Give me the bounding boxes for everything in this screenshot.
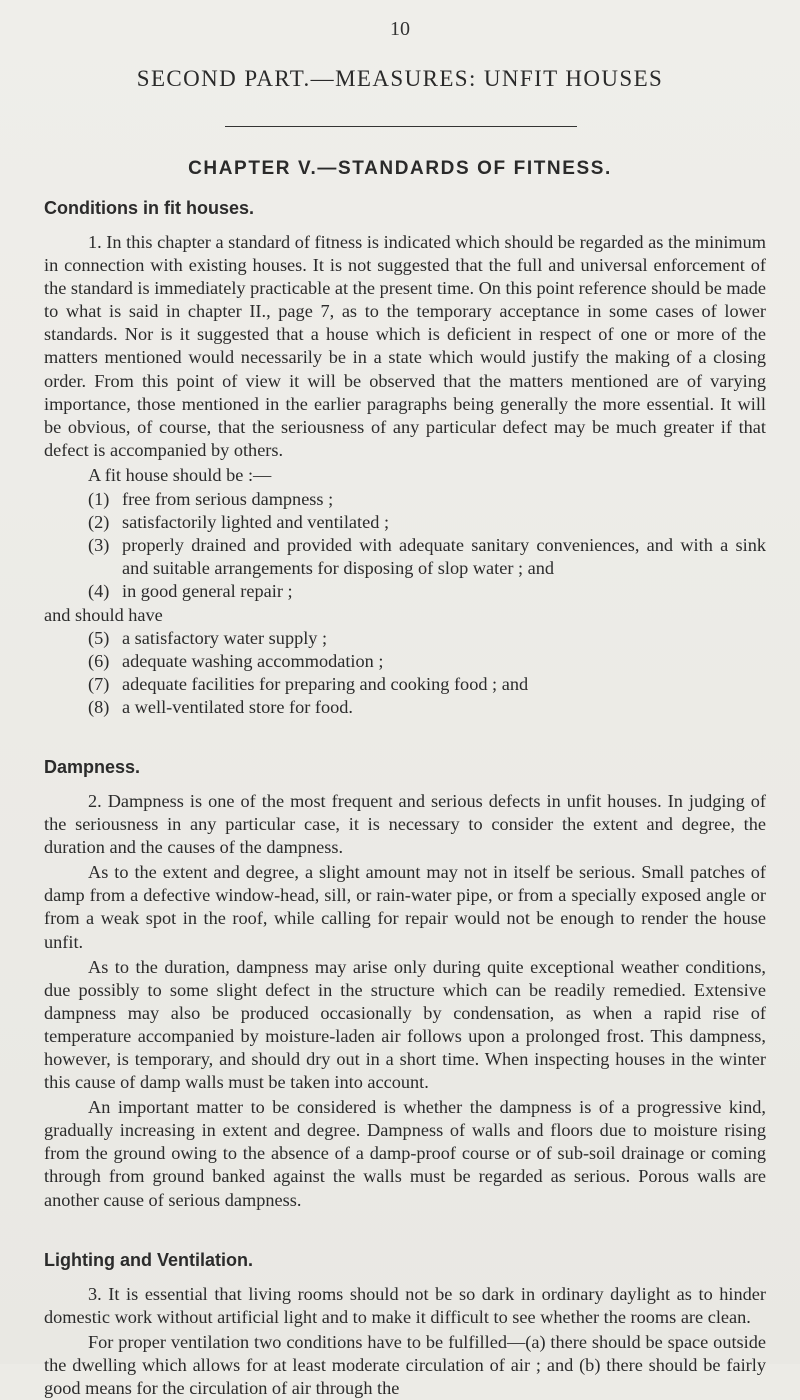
list-item [44, 627, 766, 650]
list-item-number: (8) [88, 696, 110, 717]
list-item [44, 673, 766, 696]
list-item-number: (6) [88, 650, 110, 671]
list-item-number: (1) [88, 489, 110, 510]
paragraph-progressive: An important matter to be considered is whether the dampness is of a progressive kind, gradually increasing in extent and degree. Dampness of walls and floors due to moisture rising from the ground owing to the absence of a damp-proof course or of sub-soil drainage or coming through from ground banked against the walls must be regarded as serious. Porous walls are another cause of serious dampness. [44, 1097, 766, 1210]
list-item [44, 580, 766, 603]
list-item-number: (5) [88, 627, 110, 648]
list-item-number: (2) [88, 512, 110, 533]
paragraph-3: 3. It is essential that living rooms should not be so dark in ordinary daylight as to hinder domestic work without artificial light and to make it difficult to see whether the rooms are clean. [44, 1283, 766, 1327]
requirements-list-b [44, 627, 766, 719]
title-divider [225, 126, 577, 127]
list-item-text: adequate washing accommodation ; [122, 650, 384, 671]
page-number: 10 [390, 18, 410, 40]
list-item-text: a satisfactory water supply ; [122, 627, 328, 648]
section-heading-conditions: Conditions in fit houses. [44, 198, 254, 218]
list-item [44, 511, 766, 534]
list-item-text: in good general repair ; [122, 581, 293, 602]
list-item [44, 696, 766, 719]
paragraph-ventilation: For proper ventilation two conditions have to be fulfilled—(a) there should be space outside the dwelling which allows for at least moderate circulation of air ; and (b) there should be fairly good means for the circulation of air through the [44, 1331, 766, 1399]
list-item-number: (7) [88, 673, 110, 694]
list-item-text: properly drained and provided with adequate sanitary conveniences, and with a sink and suitable arrangements for disposing of slop water ; and [122, 535, 766, 579]
list-item-text: free from serious dampness ; [122, 489, 334, 510]
list-item-number: (4) [88, 581, 110, 602]
list-item [44, 534, 766, 580]
list-item-number: (3) [88, 535, 110, 556]
list-mid-text: and should have [44, 604, 163, 625]
list-item [44, 488, 766, 511]
document-body [44, 196, 766, 1400]
part-title: SECOND PART.—MEASURES: UNFIT HOUSES [136, 66, 664, 91]
paragraph-1: 1. In this chapter a standard of fitness is indicated which should be regarded as the minimum in connection with existing houses. It is not suggested that the full and universal enforcement of the standard is immediately practicable at the present time. On this point reference should be made to what is said in chapter II., page 7, as to the temporary acceptance in some cases of lower standards. Nor is it suggested that a house which is deficient in respect of one or more of the matters mentioned would necessarily be in a state which would justify the making of a closing order. From this point of view it will be observed that the matters mentioned are of varying importance, those mentioned in the earlier paragraphs being generally the more essential. It will be obvious, of course, that the seriousness of any particular defect may be much greater if that defect is accompanied by others. [44, 232, 766, 460]
section-heading-dampness: Dampness. [44, 756, 141, 777]
list-item-text: adequate facilities for preparing and cooking food ; and [122, 673, 529, 694]
paragraph-2: 2. Dampness is one of the most frequent and serious defects in unfit houses. In judging of the seriousness in any particular case, it is necessary to consider the extent and degree, the duration and the causes of the dampness. [44, 790, 766, 858]
list-intro: A fit house should be :— [88, 464, 272, 485]
list-item-text: satisfactorily lighted and ventilated ; [122, 512, 390, 533]
paragraph-duration: As to the duration, dampness may arise only during quite exceptional weather conditions, due possibly to some slight defect in the structure which can be readily remedied. Extensive dampness may also be produced occasionally by condensation, as when a rapid rise of temperature accompanied by moisture-laden air follows upon a prolonged frost. This dampness, however, is temporary, and should dry out in a short time. When inspecting houses in the winter this cause of damp walls must be taken into account. [44, 956, 766, 1093]
list-item [44, 650, 766, 673]
list-item-text: a well-ventilated store for food. [122, 696, 353, 717]
paragraph-extent: As to the extent and degree, a slight amount may not in itself be serious. Small patches of damp from a defective window-head, sill, or rain-water pipe, or from a specially exposed angle or from a weak spot in the roof, while calling for repair would not be enough to render the house unfit. [44, 862, 766, 952]
requirements-list-a [44, 488, 766, 603]
chapter-title: CHAPTER V.—STANDARDS OF FITNESS. [188, 158, 612, 179]
section-heading-lighting: Lighting and Ventilation. [44, 1249, 253, 1270]
